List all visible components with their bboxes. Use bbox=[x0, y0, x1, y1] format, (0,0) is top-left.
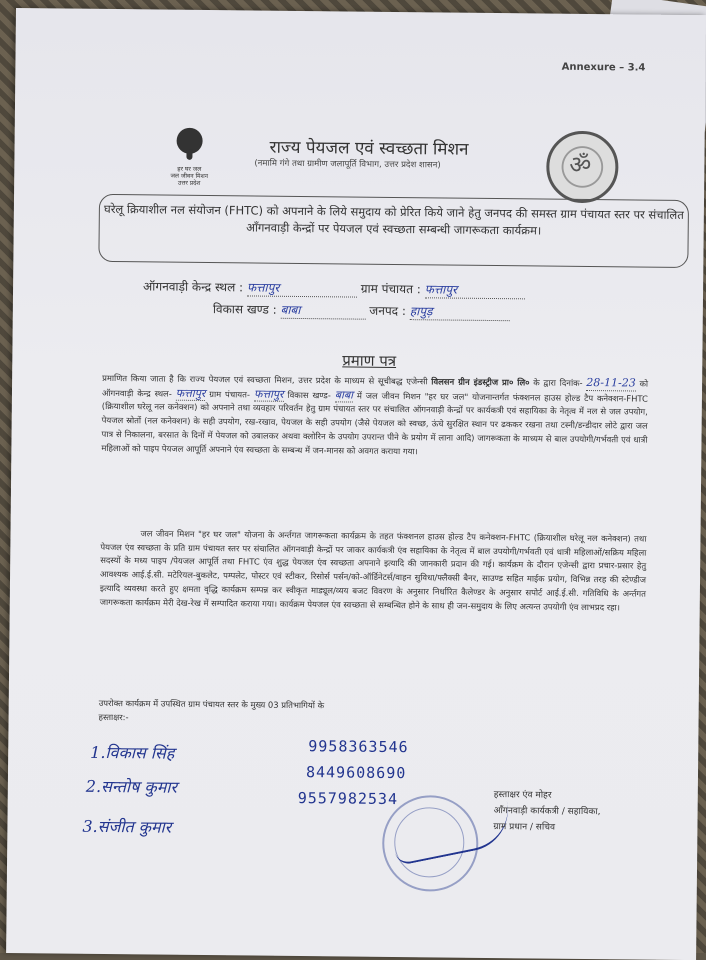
har-ghar-jal-logo bbox=[154, 127, 225, 187]
block-value: बाबा bbox=[280, 301, 365, 320]
anganwadi-value: फत्तापुर bbox=[247, 278, 357, 297]
site-value: फत्तापुर bbox=[175, 386, 206, 400]
annexure-label: Annexure – 3.4 bbox=[561, 61, 646, 74]
mission-title: राज्य पेयजल एवं स्वच्छता मिशन bbox=[269, 137, 469, 160]
gram-panchayat-value: फत्तापुर bbox=[425, 280, 525, 299]
block-district-row bbox=[213, 300, 510, 321]
para-block-value: बाबा bbox=[334, 388, 354, 402]
participant-2-signature: 2.सन्तोष कुमार bbox=[85, 776, 178, 797]
signatory-label-2: आँगनवाड़ी कार्यकत्री / सहायिका, bbox=[493, 806, 601, 818]
program-date: 28-11-23 bbox=[586, 375, 636, 390]
block-label: विकास खण्ड : bbox=[212, 302, 277, 317]
participants-intro: उपरोक्त कार्यक्रम में उपस्थित ग्राम पंचायत स्तर के मुख्य 03 प्रतिभागियों के हस्ताक्षर:- bbox=[99, 697, 645, 730]
signature-label: हस्ताक्षर:- bbox=[98, 711, 129, 722]
panchayat-value: फत्तापुर bbox=[253, 387, 284, 401]
participant-3-signature: 3.संजीत कुमार bbox=[82, 816, 172, 837]
logo-caption-2: जल जीवन मिशन bbox=[170, 172, 209, 181]
participant-2-phone: 8449608690 bbox=[305, 763, 407, 783]
certificate-title: प्रमाण पत्र bbox=[342, 351, 397, 370]
water-tap-icon bbox=[176, 128, 202, 154]
mission-subtitle: (नमामि गंगे तथा ग्रामीण जलापूर्ति विभाग, उत्तर प्रदेश शासन) bbox=[254, 158, 441, 171]
agency-name: विलसन ग्रीन इंडस्ट्रीज प्रा० लि० bbox=[431, 376, 530, 388]
certificate-paragraph-1: प्रमाणित किया जाता है कि राज्य पेयजल एवं स्वच्छता मिशन, उत्तर प्रदेश के माध्यम से सूचीबद्ध एजेन्सी विलसन ग्रीन इंडस्ट्रीज प्रा० लि० के द्वारा दिनांक- 28-11-23 को ऑगनवाड़ी केन्द्र स्थल- फत्तापुर ग्राम पंचायत- फत्तापुर विकास खण्ड- बाबा में जल जीवन मिशन "हर घर जल" योजनान्तर्गत फंक्शनल हाउस होल्ड टैप कनेक्शन-FHTC (क्रियाशील घरेलू नल कनेक्शन) को अपनाने तथा व्यवहार परिवर्तन हेतु ग्राम पंचायत स्तर पर संचालित ऑगनवाड़ी केन्द्रों पर कार्यकत्री एवं सहायिका के नेतृत्व में नल से जल उपयोग, पेयजल स्रोतों (नल कनेक्शन) के सही उपयोग, रख-रखाव, पेयजल के सही उपयोग (जैसे पेयजल को स्वच्छ, ऊंचे सुरक्षित स्थान पर ढककर रखना तथा टस्नी/डन्डीदार लोटे द्वारा जल पात्र से निकालना, बरसात के दिनों में पेयजल को उबालकर अथवा क्लोरिन के उपयोग उपरान्त पीने के प्रयोग में लाना आदि) जागरूकता के माध्यम से बाल उपयोगी/गर्भवती एवं धात्री महिलाओं को पाइप पेयजल आपूर्ति अपनाने एंव स्वच्छता के सम्बन्ध में जन-मानस को अवगत कराया गया। bbox=[101, 372, 649, 456]
participant-1-phone: 9958363546 bbox=[308, 737, 409, 757]
participant-3-phone: 9557982534 bbox=[297, 788, 399, 809]
signatory-label-3: ग्राम प्रधान / सचिव bbox=[493, 822, 556, 833]
logo-caption-3: उत्तर प्रदेश bbox=[177, 179, 201, 187]
gram-panchayat-label: ग्राम पंचायत : bbox=[360, 281, 421, 297]
certificate-page bbox=[6, 8, 706, 960]
logo-caption-1: हर घर जल bbox=[177, 165, 202, 173]
anganwadi-label: ऑगनवाड़ी केन्द्र स्थल : bbox=[143, 279, 244, 295]
district-label: जनपद : bbox=[369, 303, 407, 319]
district-value: हापुड़ bbox=[410, 302, 510, 321]
certificate-paragraph-2: जल जीवन मिशन "हर घर जल" योजना के अर्न्तगत जागरूकता कार्यक्रम के तहत फंक्शनल हाउस होल्ड टैप कनेक्शन-FHTC (क्रियाशील घरेलू नल कनेक्शन) तथा पेयजल एंव स्वच्छता के प्रति ग्राम पंचायत स्तर पर संचालित ऑगनवाड़ी केन्द्रों पर जाकर कार्यकत्री एंव सहायिका के नेतृत्व में बाल उपयोगी/गर्भवती एवं धात्री महिलाओं/सक्रिय महिला सदस्यों के मध्य पाइप /पेयजल आपूर्ति तथा FHTC एंव शुद्ध पेयजल एंव स्वच्छता अपनाने इत्यादि की जानकारी प्रदान की गई। कार्यक्रम के दौरान एजेन्सी द्वारा प्रचार-प्रसार हेतु आवश्यक आई.ई.सी. मटेरियल-बुकलेट, पम्पलेट, पोस्टर एवं स्टीकर, रिसोर्स पर्सन/को-ऑर्डिनेटर्स/वाहन सुविधा/फ्लैक्सी बैनर, साउण्ड सहित माईक प्रयोग, विभिन्न तरह की स्टेण्डीज इत्यादि व्यवस्था करते हुए क्षमता वृद्धि कार्यक्रम सम्पन्न कर स्वीकृत माड्यूल/व्यय बजट विवरण के अनुसार निर्धारित कैलेण्डर के अनुसार सपोर्ट आई.ई.सी. गतिविधि के अर्न्तगत जागरूकता कार्यक्रम मेरी देख-रेख में सम्पादित कराया गया। कार्यक्रम पेयजल एंव स्वच्छता से सम्बन्धित होने के साथ ही जन-समुदाय के लिए अत्यन्त उपयोगी एंव लाभप्रद रहा। bbox=[99, 528, 647, 612]
program-title-box: घरेलू क्रियाशील नल संयोजन (FHTC) को अपनाने के लिये समुदाय को प्रेरित किये जाने हेतु जनपद की समस्त ग्राम पंचायत स्तर पर संचालित आँगनवाड़ी केन्द्रों पर पेयजल एवं स्वच्छता सम्बन्धी जागरूकता कार्यक्रम। bbox=[98, 194, 689, 268]
signatory-label-1: हस्ताक्षर एंव मोहर bbox=[493, 790, 552, 801]
anganwadi-location-row bbox=[143, 277, 525, 299]
up-government-seal-icon bbox=[546, 131, 619, 204]
participant-1-signature: 1.विकास सिंह bbox=[90, 742, 175, 763]
